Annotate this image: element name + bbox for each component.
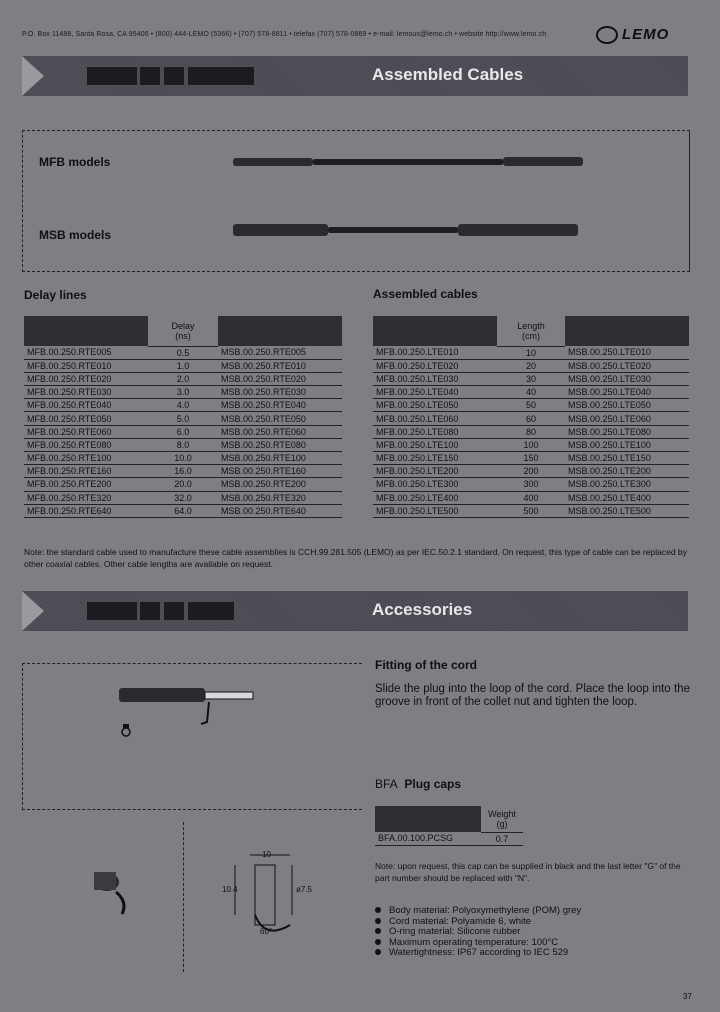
table-row [24, 386, 342, 399]
bullet-icon [375, 907, 381, 913]
banner-title: Accessories [372, 600, 473, 619]
table-row [24, 372, 342, 385]
banner-block [188, 602, 234, 620]
part-msb-cell: MSB.00.250.RTE080 [218, 438, 342, 451]
banner-block [87, 67, 137, 85]
bfa-heading [375, 777, 461, 791]
part-mfb-cell: MFB.00.250.LTE060 [373, 412, 497, 425]
spec-text: Maximum operating temperature: 100°C [389, 936, 559, 948]
table-row [373, 504, 689, 517]
table-row [373, 359, 689, 372]
delay-header: Delay (ns) [148, 316, 218, 346]
banner-assembled-cables [22, 56, 688, 96]
table-header-row [373, 316, 689, 346]
value-cell: 50 [497, 399, 565, 412]
table-row [373, 465, 689, 478]
part-mfb-cell: MFB.00.250.LTE040 [373, 386, 497, 399]
part-mfb-cell: MFB.00.250.RTE160 [24, 465, 148, 478]
banner-accessories [22, 591, 688, 631]
mfb-connector-right [503, 157, 583, 166]
spec-text: O-ring material: Silicone rubber [389, 926, 521, 937]
part-msb-cell: MSB.00.250.LTE040 [565, 386, 689, 399]
spec-item [375, 948, 690, 959]
value-cell: 16.0 [148, 465, 218, 478]
part-msb-cell: MSB.00.250.LTE400 [565, 491, 689, 504]
table-row [373, 346, 689, 359]
part-mfb-cell: MFB.00.250.RTE080 [24, 438, 148, 451]
table-row [24, 504, 342, 517]
value-cell: 8.0 [148, 438, 218, 451]
value-cell: 30 [497, 372, 565, 385]
table-row [24, 491, 342, 504]
value-cell: 32.0 [148, 491, 218, 504]
value-cell: 10 [497, 346, 565, 359]
weight-header: Weight (g) [481, 806, 523, 832]
part-msb-cell: MSB.00.250.RTE060 [218, 425, 342, 438]
value-cell: 10.0 [148, 452, 218, 465]
part-msb-cell: MSB.00.250.LTE060 [565, 412, 689, 425]
contact-line: P.O. Box 11488, Santa Rosa, CA 95406 • (800) 444-LEMO (5366) • (707) 578-8811 • telefax (707) 578-0869 • e-mail: lemous@lemo.ch • website http://www.lemo.ch [22, 31, 547, 38]
table-row [373, 491, 689, 504]
bfa-note: Note: upon request, this cap can be supplied in black and the last letter "G" of the part number should be replaced with "N". [375, 861, 681, 883]
header-cell-blank [375, 806, 481, 832]
table-row [373, 386, 689, 399]
msb-cable [328, 227, 458, 233]
table-row [24, 452, 342, 465]
dim-width: 10 [262, 850, 271, 859]
cable-note: Note: the standard cable used to manufacture these cable assemblies is CCH.99.281.505 (LEMO) as per IEC.50.2.1 standard. On request, this type of cable can be replaced by other coaxial cables. Other cable lengths are available on request. [24, 547, 687, 569]
length-header: Length (cm) [497, 316, 565, 346]
spec-text: Cord material: Polyamide 6, white [389, 915, 532, 927]
value-cell: 150 [497, 452, 565, 465]
spec-list [375, 906, 690, 959]
part-mfb-cell: MFB.00.250.LTE200 [373, 465, 497, 478]
banner-block [164, 602, 184, 620]
value-cell: 300 [497, 478, 565, 491]
table-row [375, 832, 523, 845]
banner-arrow-icon [22, 56, 44, 96]
header-cell-blank [565, 316, 689, 346]
value-cell: 20 [497, 359, 565, 372]
mfb-connector-left [233, 158, 313, 166]
bfa-weight: 0.7 [481, 832, 523, 845]
dim-diameter: ø7.5 [296, 885, 313, 894]
value-cell: 1.0 [148, 359, 218, 372]
table-row [24, 465, 342, 478]
part-mfb-cell: MFB.00.250.LTE300 [373, 478, 497, 491]
msb-connector-left [233, 224, 328, 236]
dim-angle: 60° [260, 927, 273, 936]
value-cell: 40 [497, 386, 565, 399]
table-row [24, 478, 342, 491]
part-msb-cell: MSB.00.250.RTE640 [218, 504, 342, 517]
delay-lines-table [24, 316, 342, 518]
part-msb-cell: MSB.00.250.RTE160 [218, 465, 342, 478]
value-cell: 64.0 [148, 504, 218, 517]
table-row [24, 359, 342, 372]
value-cell: 100 [497, 438, 565, 451]
table-row [24, 399, 342, 412]
table-row [373, 478, 689, 491]
banner-block [188, 67, 254, 85]
mfb-cable [313, 159, 503, 165]
part-msb-cell: MSB.00.250.LTE300 [565, 478, 689, 491]
spec-text: Body material: Polyoxymethylene (POM) grey [389, 905, 582, 916]
part-mfb-cell: MFB.00.250.LTE020 [373, 359, 497, 372]
header-cell-blank [24, 316, 148, 346]
part-mfb-cell: MFB.00.250.LTE080 [373, 425, 497, 438]
banner-block [140, 67, 160, 85]
part-msb-cell: MSB.00.250.LTE020 [565, 359, 689, 372]
banner-arrow-icon [22, 591, 44, 631]
msb-models-label: MSB models [39, 228, 112, 242]
plug-cap-icon [22, 822, 183, 972]
part-mfb-cell: MFB.00.250.RTE060 [24, 425, 148, 438]
page-number: 37 [683, 992, 692, 1001]
bullet-icon [375, 939, 381, 945]
part-mfb-cell: MFB.00.250.LTE500 [373, 504, 497, 517]
cap-drawing [210, 845, 330, 945]
part-mfb-cell: MFB.00.250.RTE100 [24, 452, 148, 465]
header-cell-blank [373, 316, 497, 346]
part-msb-cell: MSB.00.250.LTE030 [565, 372, 689, 385]
table-row [24, 346, 342, 359]
assembled-cables-table [373, 316, 689, 518]
table-row [24, 412, 342, 425]
part-msb-cell: MSB.00.250.RTE010 [218, 359, 342, 372]
table-header-row [24, 316, 342, 346]
fitting-text: Slide the plug into the loop of the cord. Place the loop into the groove in front of the collet nut and tighten the loop. [375, 683, 690, 708]
part-msb-cell: MSB.00.250.LTE200 [565, 465, 689, 478]
table-row [373, 438, 689, 451]
part-msb-cell: MSB.00.250.RTE100 [218, 452, 342, 465]
part-msb-cell: MSB.00.250.RTE040 [218, 399, 342, 412]
part-msb-cell: MSB.00.250.LTE500 [565, 504, 689, 517]
part-msb-cell: MSB.00.250.LTE150 [565, 452, 689, 465]
table-row [24, 438, 342, 451]
part-mfb-cell: MFB.00.250.RTE020 [24, 372, 148, 385]
cap-photo-panel [22, 822, 184, 972]
value-cell: 5.0 [148, 412, 218, 425]
value-cell: 3.0 [148, 386, 218, 399]
fitting-title: Fitting of the cord [375, 658, 477, 672]
value-cell: 60 [497, 412, 565, 425]
value-cell: 200 [497, 465, 565, 478]
mfb-models-label: MFB models [39, 155, 111, 169]
part-mfb-cell: MFB.00.250.RTE640 [24, 504, 148, 517]
part-mfb-cell: MFB.00.250.RTE320 [24, 491, 148, 504]
bfa-prefix: BFA [375, 777, 398, 791]
part-msb-cell: MSB.00.250.RTE050 [218, 412, 342, 425]
part-mfb-cell: MFB.00.250.LTE400 [373, 491, 497, 504]
table-row [373, 452, 689, 465]
part-msb-cell: MSB.00.250.LTE010 [565, 346, 689, 359]
lemo-logo-icon [596, 26, 618, 44]
part-mfb-cell: MFB.00.250.LTE100 [373, 438, 497, 451]
table-row [373, 372, 689, 385]
fitting-illustration [22, 663, 362, 810]
models-panel [22, 130, 690, 272]
delay-lines-title: Delay lines [24, 288, 87, 302]
table-row [373, 399, 689, 412]
part-mfb-cell: MFB.00.250.RTE040 [24, 399, 148, 412]
part-mfb-cell: MFB.00.250.RTE200 [24, 478, 148, 491]
bfa-title: Plug caps [404, 777, 462, 791]
part-mfb-cell: MFB.00.250.RTE050 [24, 412, 148, 425]
header-cell-blank [218, 316, 342, 346]
banner-block [164, 67, 184, 85]
assembled-cables-title: Assembled cables [373, 287, 478, 301]
part-msb-cell: MSB.00.250.RTE005 [218, 346, 342, 359]
value-cell: 500 [497, 504, 565, 517]
value-cell: 4.0 [148, 399, 218, 412]
part-mfb-cell: MFB.00.250.RTE010 [24, 359, 148, 372]
part-mfb-cell: MFB.00.250.RTE030 [24, 386, 148, 399]
msb-connector-right [458, 224, 578, 236]
table-row [373, 425, 689, 438]
value-cell: 20.0 [148, 478, 218, 491]
value-cell: 80 [497, 425, 565, 438]
part-msb-cell: MSB.00.250.RTE320 [218, 491, 342, 504]
table-row [373, 412, 689, 425]
value-cell: 2.0 [148, 372, 218, 385]
bullet-icon [375, 928, 381, 934]
spec-text: Watertightness: IP67 according to IEC 529 [389, 947, 569, 958]
part-msb-cell: MSB.00.250.LTE100 [565, 438, 689, 451]
banner-block [87, 602, 137, 620]
bullet-icon [375, 949, 381, 955]
part-msb-cell: MSB.00.250.LTE050 [565, 399, 689, 412]
banner-block [140, 602, 160, 620]
part-msb-cell: MSB.00.250.RTE030 [218, 386, 342, 399]
part-mfb-cell: MFB.00.250.LTE050 [373, 399, 497, 412]
dim-height: 10.4 [222, 885, 238, 894]
plug-with-cord-icon [23, 664, 362, 809]
value-cell: 400 [497, 491, 565, 504]
bfa-table [375, 806, 523, 846]
value-cell: 6.0 [148, 425, 218, 438]
table-row [24, 425, 342, 438]
part-msb-cell: MSB.00.250.RTE200 [218, 478, 342, 491]
part-mfb-cell: MFB.00.250.LTE010 [373, 346, 497, 359]
part-mfb-cell: MFB.00.250.RTE005 [24, 346, 148, 359]
part-msb-cell: MSB.00.250.RTE020 [218, 372, 342, 385]
bfa-part: BFA.00.100.PCSG [375, 832, 481, 845]
part-mfb-cell: MFB.00.250.LTE150 [373, 452, 497, 465]
part-mfb-cell: MFB.00.250.LTE030 [373, 372, 497, 385]
banner-title: Assembled Cables [372, 65, 524, 84]
part-msb-cell: MSB.00.250.LTE080 [565, 425, 689, 438]
table-header-row [375, 806, 523, 832]
value-cell: 0.5 [148, 346, 218, 359]
bullet-icon [375, 918, 381, 924]
lemo-logo-text: LEMO [622, 26, 670, 43]
